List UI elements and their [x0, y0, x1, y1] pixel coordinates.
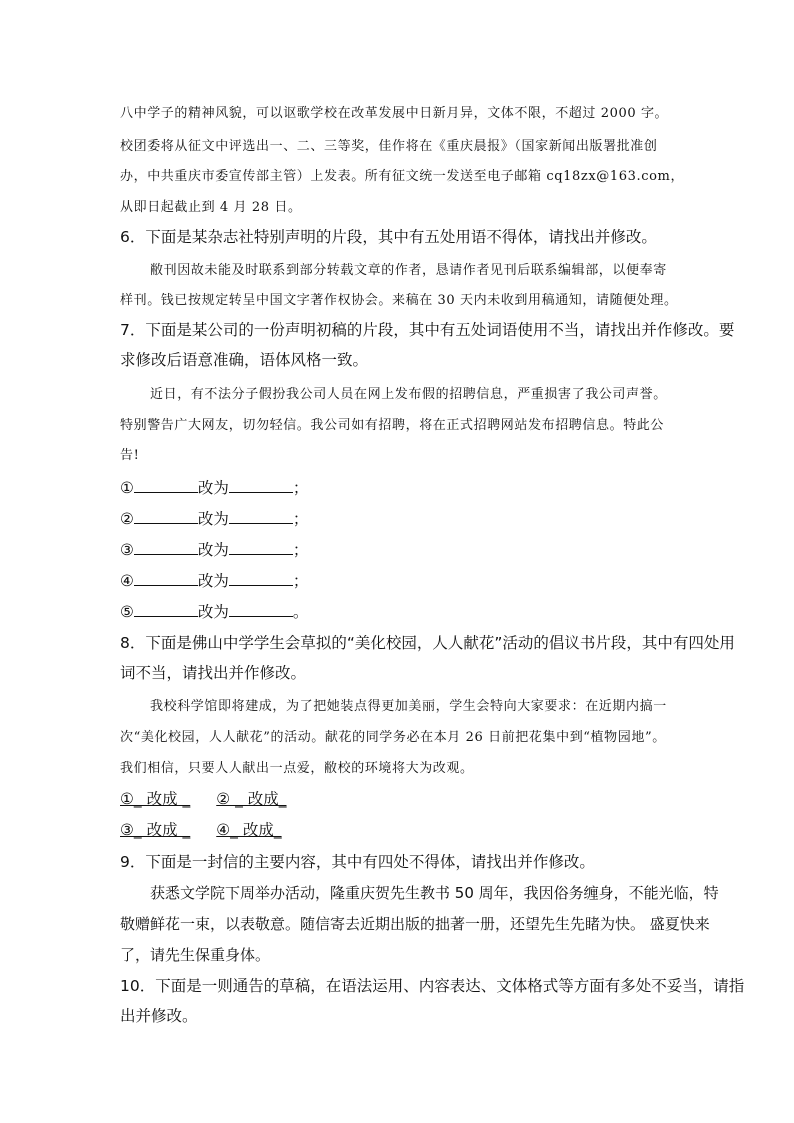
answer-number: ⑤	[120, 603, 134, 621]
answer-blank-original[interactable]	[134, 508, 198, 524]
answer-blank-revised[interactable]	[229, 539, 293, 555]
q7-answer-row	[120, 508, 308, 529]
question-10-title-line-2: 出并修改。	[120, 1007, 198, 1025]
q8-passage-line-3: 我们相信，只要人人献出一点爱，敝校的环境将大为改观。	[120, 761, 474, 776]
answer-connector: 改为	[197, 510, 229, 528]
q7-passage-line-3: 告!	[120, 448, 140, 463]
q8-answer-2[interactable]: ② _ 改成_	[216, 790, 287, 808]
answer-number: ①	[120, 479, 134, 497]
q6-passage-line-1: 敝刊因故未能及时联系到部分转载文章的作者，恳请作者见刊后联系编辑部，以便奉寄	[150, 263, 667, 278]
answer-number: ④	[120, 572, 134, 590]
q7-answer-row	[120, 477, 308, 498]
answer-end: ；	[292, 541, 309, 559]
question-9-title: 9．下面是一封信的主要内容，其中有四处不得体，请找出并作修改。	[120, 853, 595, 871]
answer-end: ；	[292, 510, 309, 528]
intro-line-4: 从即日起截止到 4 月 28 日。	[120, 200, 302, 215]
q7-answer-row	[120, 601, 308, 622]
q8-answer-3[interactable]: ③_ 改成 _	[120, 821, 191, 839]
answer-number: ②	[120, 510, 134, 528]
answer-blank-revised[interactable]	[229, 570, 293, 586]
q7-answer-row	[120, 539, 308, 560]
answer-blank-revised[interactable]	[229, 477, 293, 493]
answer-connector: 改为	[197, 479, 229, 497]
answer-connector: 改为	[197, 572, 229, 590]
answer-connector: 改为	[197, 603, 229, 621]
answer-blank-revised[interactable]	[229, 601, 293, 617]
answer-end: ；	[292, 572, 309, 590]
question-8-title-line-1: 8．下面是佛山中学学生会草拟的“美化校园，人人献花”活动的倡议书片段，其中有四处用	[120, 634, 735, 652]
q9-passage-line-1: 获悉文学院下周举办活动，隆重庆贺先生教书 50 周年，我因俗务缠身，不能光临，特	[150, 884, 719, 902]
intro-line-1: 八中学子的精神风貌，可以讴歌学校在改革发展中日新月异，文体不限，不超过 2000 字。	[120, 106, 669, 121]
answer-blank-revised[interactable]	[229, 508, 293, 524]
answer-blank-original[interactable]	[134, 477, 198, 493]
answer-blank-original[interactable]	[134, 570, 198, 586]
q8-answer-row-1	[120, 789, 287, 809]
answer-number: ③	[120, 541, 134, 559]
answer-end: ；	[292, 479, 309, 497]
question-10-title-line-1: 10．下面是一则通告的草稿，在语法运用、内容表达、文体格式等方面有多处不妥当，请指	[120, 977, 745, 995]
q8-passage-line-1: 我校科学馆即将建成，为了把她装点得更加美丽，学生会特向大家要求：在近期内搞一	[150, 699, 667, 714]
intro-line-2: 校团委将从征文中评选出一、二、三等奖，佳作将在《重庆晨报》（国家新闻出版署批准创	[120, 139, 658, 154]
q6-passage-line-2: 样刊。钱已按规定转呈中国文字著作权协会。来稿在 30 天内未收到用稿通知，请随便处理。	[120, 293, 678, 308]
q9-passage-line-2: 敬赠鲜花一束，以表敬意。随信寄去近期出版的拙著一册，还望先生先睹为快。 盛夏快来	[120, 915, 710, 933]
q7-answer-row	[120, 570, 308, 591]
q8-answer-1[interactable]: ①_ 改成 _	[120, 790, 191, 808]
q8-passage-line-2: 次“美化校园，人人献花”的活动。献花的同学务必在本月 26 日前把花集中到“植物园地”。	[120, 730, 666, 745]
q7-passage-line-2: 特别警告广大网友，切勿轻信。我公司如有招聘，将在正式招聘网站发布招聘信息。特此公	[120, 418, 665, 433]
answer-blank-original[interactable]	[134, 601, 198, 617]
question-6-title: 6．下面是某杂志社特别声明的片段，其中有五处用语不得体，请找出并修改。	[120, 228, 657, 246]
intro-line-3: 办，中共重庆市委宣传部主管）上发表。所有征文统一发送至电子邮箱 cq18zx@163.com，	[120, 169, 685, 184]
question-7-title-line-2: 求修改后语意准确，语体风格一致。	[120, 351, 369, 369]
answer-connector: 改为	[197, 541, 229, 559]
question-7-title-line-1: 7．下面是某公司的一份声明初稿的片段，其中有五处词语使用不当，请找出并作修改。要	[120, 321, 735, 339]
question-8-title-line-2: 词不当，请找出并作修改。	[120, 664, 307, 682]
q9-passage-line-3: 了，请先生保重身体。	[120, 946, 271, 964]
q8-answer-row-2	[120, 820, 282, 840]
answer-end: 。	[292, 603, 309, 621]
q8-answer-4[interactable]: ④_ 改成_	[216, 821, 282, 839]
answer-blank-original[interactable]	[134, 539, 198, 555]
q7-passage-line-1: 近日，有不法分子假扮我公司人员在网上发布假的招聘信息，严重损害了我公司声誉。	[150, 387, 667, 402]
